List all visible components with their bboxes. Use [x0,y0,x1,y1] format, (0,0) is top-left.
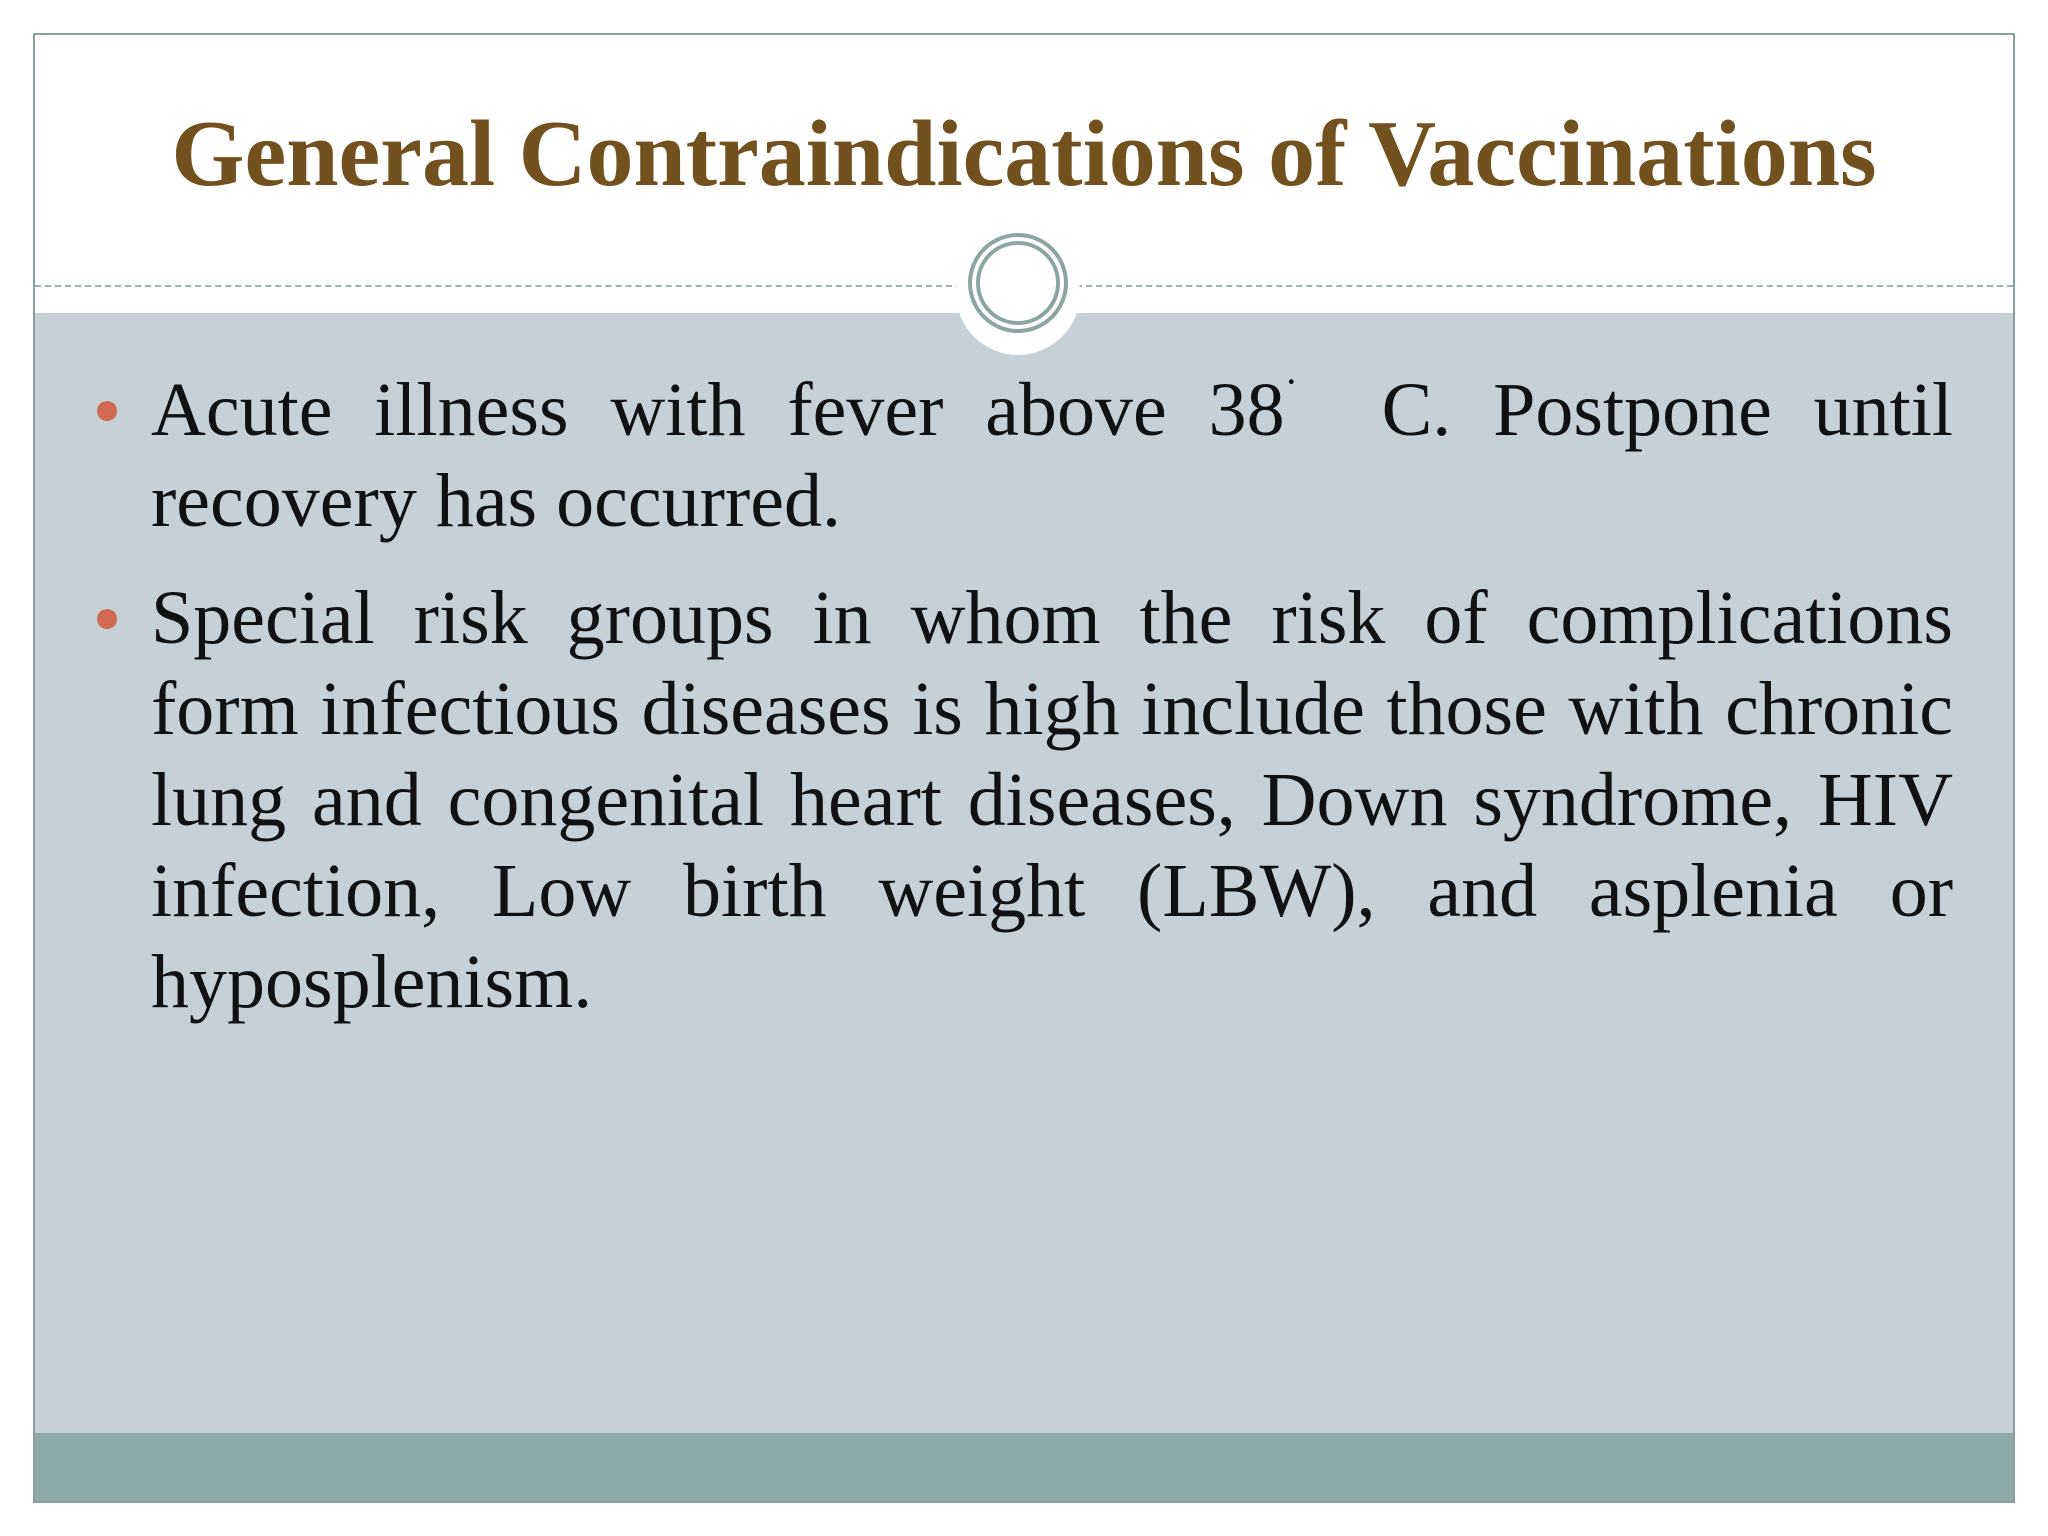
bullet-list [35,359,2013,1054]
degree-mark: · [1284,359,1298,404]
bullet-text: Special risk groups in whom the risk of complications form infectious diseases is high include those with chronic lung and congenital heart diseases, Down syndrome, HIV infection, Low birth weight (LBW), and asplenia or hyposplenism. [151,576,1953,1024]
round-bullet-icon [97,401,117,421]
slide-title: General Contraindications of Vaccinations [171,102,1877,206]
round-bullet-icon [97,609,117,629]
bullet-item-risk-groups [35,573,2013,1028]
bullet-item-fever [35,359,2013,547]
ornament-inner-ring [976,241,1060,325]
footer-band [35,1433,2013,1503]
bullet-text-part: C. Postpone until recovery has occurred. [151,368,1973,543]
slide [33,33,2015,1503]
bullet-text-part: Acute illness with fever above 38 [151,368,1285,452]
